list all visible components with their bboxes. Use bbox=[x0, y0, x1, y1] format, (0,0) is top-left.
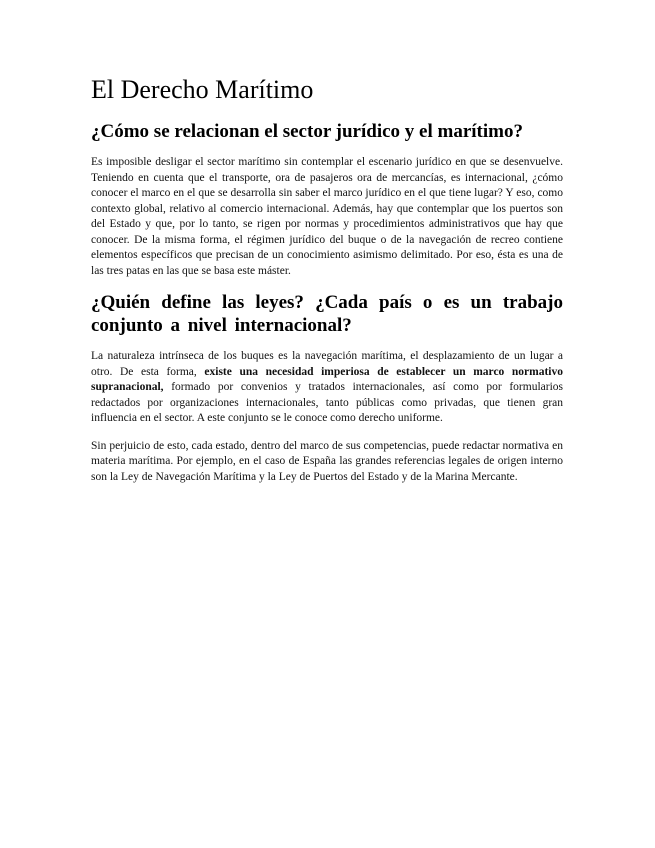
paragraph-text: formado por convenios y tratados internacionales, así como por formularios redactados por organizaciones internacionales, tanto públicas como privadas, que tienen gran influencia en el sector. A este conjunto se le conoce como derecho uniforme. bbox=[91, 381, 563, 424]
bold-emphasis: existe una necesidad imperiosa de establecer un marco normativo supranacional, bbox=[91, 365, 564, 393]
section-heading: ¿Quién define las leyes? ¿Cada país o es un trabajo conjunto a nivel internacional? bbox=[91, 292, 563, 336]
document-title: El Derecho Marítimo bbox=[91, 75, 314, 104]
paragraph: Es imposible desligar el sector marítimo sin contemplar el escenario jurídico en que se desenvuelve. Teniendo en cuenta que el transporte, ora de pasajeros ora de mercancías, es internacional, ¿cómo conocer el marco en el que se desarrolla sin saber el marco jurídico en el que tiene lugar? Y eso, como contexto global, relativo al comercio internacional. Además, hay que contemplar que los puertos son del Estado y que, por lo tanto, se rigen por normas y procedimientos administrativos que hay que conocer. De la misma forma, el régimen jurídico del buque o de la navegación de recreo contiene elementos específicos que precisan de un conocimiento asimismo delimitado. Por eso, ésta es una de las tres patas en las que se basa este máster. bbox=[91, 156, 563, 277]
paragraph: Sin perjuicio de esto, cada estado, dentro del marco de sus competencias, puede redactar normativa en materia marítima. Por ejemplo, en el caso de España las grandes referencias legales de origen interno son la Ley de Navegación Marítima y la Ley de Puertos del Estado y de la Marina Mercante. bbox=[91, 439, 563, 483]
section-legal-maritime-relation bbox=[91, 120, 563, 279]
section-heading: ¿Cómo se relacionan el sector jurídico y el marítimo? bbox=[91, 121, 523, 142]
paragraph bbox=[91, 349, 563, 427]
section-who-defines-laws bbox=[91, 291, 563, 485]
paragraph-text: La naturaleza intrínseca de los buques es la navegación marítima, el desplazamiento de un lugar a otro. De esta forma, bbox=[91, 350, 563, 378]
document-page bbox=[91, 74, 563, 497]
